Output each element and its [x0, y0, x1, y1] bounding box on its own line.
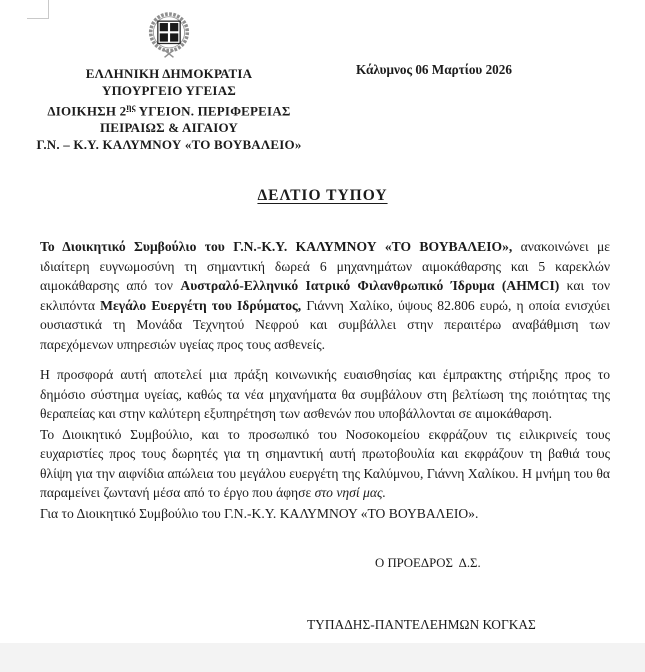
letterhead-line-hospital: Γ.Ν. – Κ.Υ. ΚΑΛΥΜΝΟΥ «ΤΟ ΒΟΥΒΑΛΕΙΟ»	[36, 137, 302, 153]
greek-emblem-icon	[141, 10, 197, 60]
footer-strip	[0, 643, 645, 672]
paragraph-donation: Το Διοικητικό Συμβούλιο του Γ.Ν.-Κ.Υ. ΚΑΛΥΜΝΟΥ «ΤΟ ΒΟΥΒΑΛΕΙΟ», ανακοινώνει με ιδιαίτερη ευγνωμοσύνη τη σημαντική δωρεά 6 μηχανημάτων αιμοκάθαρσης και 5 καρεκλών αιμοκάθαρσης από τον Αυστραλό-Ελληνικό Ιατρικό Φιλανθρωπικό Ίδρυμα (AHMCI) και τον εκλιπόντα Μεγάλο Ευεργέτη του Ιδρύματος, Γιάννη Χαλίκο, ύψους 82.806 ευρώ, η οποία ενισχύει ουσιαστικά τη Μονάδα Τεχνητού Νεφρού και συμβάλλει στην περαιτέρω αναβάθμιση των παρεχόμενων υπηρεσιών υγείας προς τους ασθενείς.	[40, 239, 611, 352]
letterhead-line-administration: ΔΙΟΙΚΗΣΗ $2^{\eta\varsigma}$ ΥΓΕΙΟΝ. ΠΕΡΙΦΕΡΕΙΑΣ	[47, 102, 291, 119]
letterhead-line-republic: ΕΛΛΗΝΙΚΗ ΔΗΜΟΚΡΑΤΙΑ	[85, 66, 253, 81]
signature-role: Ο ΠΡΟΕΔΡΟΣ Δ.Σ.	[375, 556, 481, 570]
document-body	[40, 237, 610, 523]
paragraph-offer: Η προσφορά αυτή αποτελεί μια πράξη κοινωνικής ευαισθησίας και έμπρακτης στήριξης προς το δημόσιο σύστημα υγείας, καθώς τα νέα μηχανήματα θα συμβάλουν στη βελτίωση της ποιότητας της θεραπείας και στην καλύτερη εξυπηρέτηση των ασθενών που υποβάλλονται σε αιμοκάθαρση.	[40, 367, 610, 421]
letterhead	[30, 10, 308, 153]
press-release-title: ΔΕΛΤΙΟ ΤΥΠΟΥ	[257, 187, 388, 204]
letterhead-line-ministry: ΥΠΟΥΡΓΕΙΟ ΥΓΕΙΑΣ	[102, 83, 236, 98]
paragraph-thanks: Το Διοικητικό Συμβούλιο, και το προσωπικό του Νοσοκομείου εκφράζουν τις ειλικρινείς τους ευχαριστίες προς τους δωρητές για τη σημαντική αυτή πρωτοβουλία και εκφράζουν τη βαθιά τους θλίψη για την αιφνίδια απώλεια του μεγάλου ευεργέτη της Καλύμνου, Γιάννη Χαλίκου. Η μνήμη του θα παραμείνει ζωντανή μέσα από το έργο που άφησε στο νησί μας.	[40, 426, 610, 500]
closing-line: Για το Διοικητικό Συμβούλιο του Γ.Ν.-Κ.Υ. ΚΑΛΥΜΝΟΥ «ΤΟ ΒΟΥΒΑΛΕΙΟ».	[40, 505, 479, 521]
date-line: Κάλυμνος 06 Μαρτίου 2026	[356, 62, 512, 77]
signature-name: ΤΥΠΑΔΗΣ-ΠΑΝΤΕΛΕΗΜΩΝ ΚΟΓΚΑΣ	[307, 617, 536, 632]
letterhead-line-region: ΠΕΙΡΑΙΩΣ & ΑΙΓΑΙΟΥ	[99, 120, 239, 136]
